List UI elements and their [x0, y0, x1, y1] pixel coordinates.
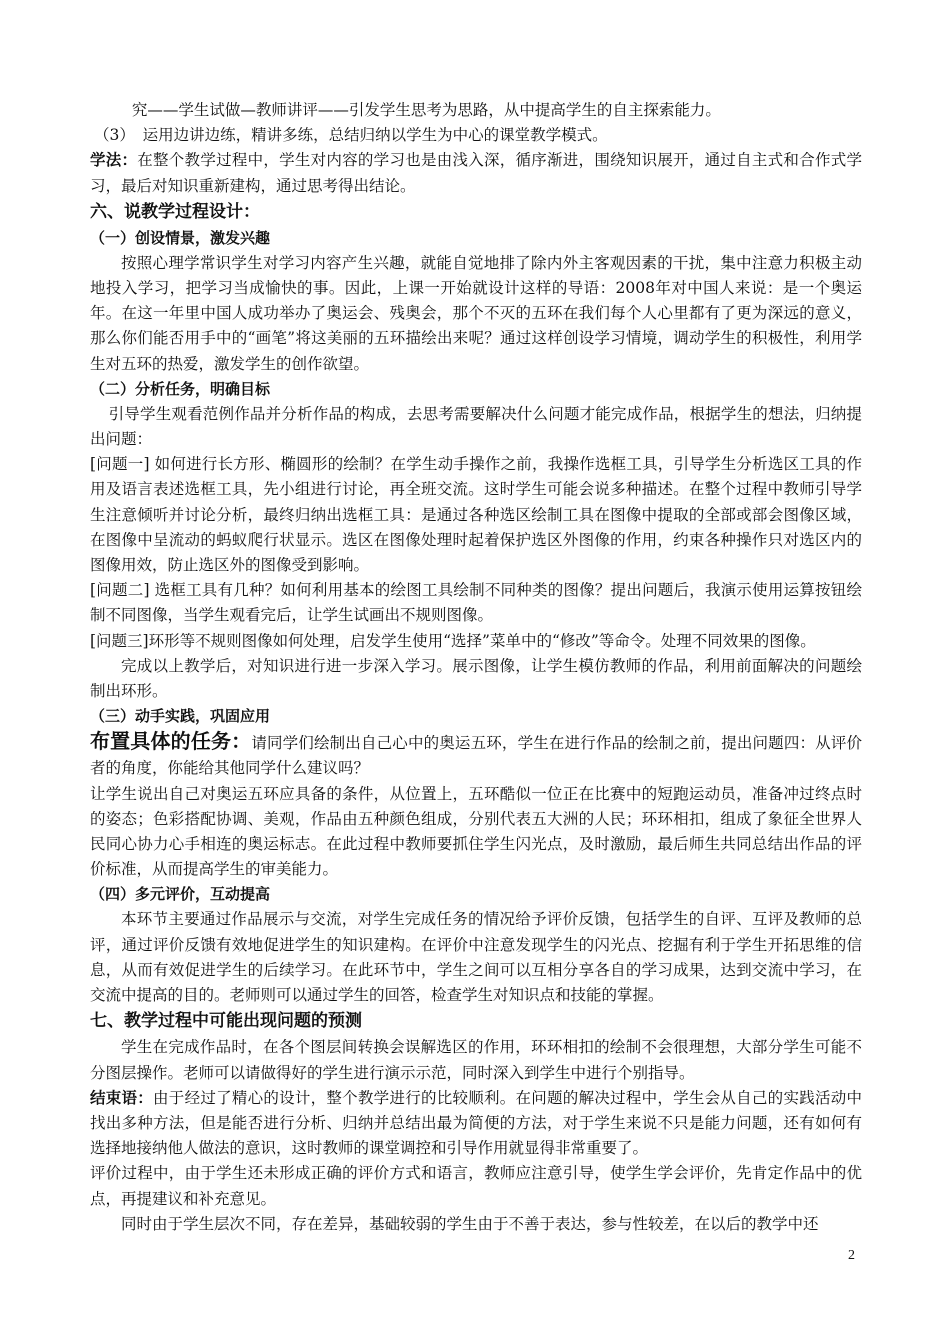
paragraph: 按照心理学常识学生对学习内容产生兴趣，就能自觉地排了除内外主客观因素的干扰，集中注意力积极主动地投入学习，把学习当成愉快的事。因此，上课一开始就设计这样的导语：2008年对中国人来说：是一个奥运年。在这一年里中国人成功举办了奥运会、残奥会，那个不灭的五环在我们每个人心里都有了更为深远的意义，那么你们能否用手中的“画笔”将这美丽的五环描绘出来呢？通过这样创设学习情境，调动学生的积极性，利用学生对五环的热爱，激发学生的创作欲望。	[90, 253, 862, 373]
paragraph: 学生在完成作品时，在各个图层间转换会误解选区的作用，环环相扣的绘制不会很理想，大部分学生可能不分图层操作。老师可以请做得好的学生进行演示示范，同时深入到学生中进行个别指导。	[90, 1038, 862, 1082]
paragraph-text: 请同学们绘制出自己心中的奥运五环，学生在进行作品的绘制之前，提出问题四：从评价者的角度，你能给其他同学什么建议吗？	[90, 734, 862, 778]
subsection-heading: （二）分析任务，明确目标	[90, 379, 271, 398]
paragraph: 让学生说出自己对奥运五环应具备的条件，从位置上，五环酷似一位正在比赛中的短跑运动员，准备冲过终点时的姿态；色彩搭配协调、美观，作品由五种颜色组成，分别代表五大洲的人民；环环相扣，组成了象征全世界人民同心协力心手相连的奥运标志。在此过程中教师要抓住学生闪光点，及时激励，最后师生共同总结出作品的评价标准，从而提高学生的审美能力。	[90, 784, 862, 879]
paragraph: [问题二] 选框工具有几种？如何利用基本的绘图工具绘制不同种类的图像？提出问题后，我演示使用运算按钮绘制不同图像，当学生观看完后，让学生试画出不规则图像。	[90, 581, 862, 625]
document-body	[90, 98, 862, 1237]
label-xuefa: 学法：	[90, 151, 138, 170]
label-task: 布置具体的任务：	[90, 729, 252, 754]
paragraph: 本环节主要通过作品展示与交流，对学生完成任务的情况给予评价反馈，包括学生的自评、互评及教师的总评，通过评价反馈有效地促进学生的知识建构。在评价中注意发现学生的闪光点、挖掘有利于学生开拓思维的信息，从而有效促进学生的后续学习。在此环节中，学生之间可以互相分享各自的学习成果，达到交流中学习，在交流中提高的目的。老师则可以通过学生的回答，检查学生对知识点和技能的掌握。	[90, 910, 862, 1005]
section-heading: 七、教学过程中可能出现问题的预测	[90, 1011, 362, 1032]
paragraph: 究——学生试做—教师讲评——引发学生思考为思路，从中提高学生的自主探索能力。	[131, 101, 721, 119]
paragraph: 同时由于学生层次不同，存在差异，基础较弱的学生由于不善于表达，参与性较差，在以后的教学中还	[121, 1214, 819, 1233]
paragraph: 完成以上教学后，对知识进行进一步深入学习。展示图像，让学生模仿教师的作品，利用前面解决的问题绘制出环形。	[90, 656, 862, 701]
paragraph-text: 在整个教学过程中，学生对内容的学习也是由浅入深，循序渐进，围绕知识展开，通过自主式和合作式学习，最后对知识重新建构，通过思考得出结论。	[90, 151, 862, 195]
subsection-heading: （一）创设情景，激发兴趣	[90, 228, 271, 247]
subsection-heading: （三）动手实践，巩固应用	[90, 707, 271, 726]
paragraph-text: 由于经过了精心的设计，整个教学进行的比较顺利。在问题的解决过程中，学生会从自己的实践活动中找出多种方法，但是能否进行分析、归纳并总结出最为简便的方法，对于学生来说不只是能力问题，还有如何有选择地接纳他人做法的意识，这时教师的课堂调控和引导作用就显得非常重要了。	[90, 1088, 862, 1158]
subsection-heading: （四）多元评价，互动提高	[90, 885, 271, 904]
paragraph: 评价过程中，由于学生还未形成正确的评价方式和语言，教师应注意引导，使学生学会评价，先肯定作品中的优点，再提建议和补充意见。	[90, 1164, 862, 1208]
paragraph	[90, 729, 862, 781]
paragraph	[90, 148, 862, 198]
paragraph: [问题三]环形等不规则图像如何处理，启发学生使用“选择”菜单中的“修改”等命令。处理不同效果的图像。	[90, 631, 816, 650]
paragraph	[90, 1086, 862, 1162]
page-number: 2	[848, 1248, 855, 1263]
paragraph: 引导学生观看范例作品并分析作品的构成，去思考需要解决什么问题才能完成作品，根据学生的想法，归纳提出问题：	[90, 404, 862, 449]
paragraph: [问题一] 如何进行长方形、椭圆形的绘制？在学生动手操作之前，我操作选框工具，引导学生分析选区工具的作用及语言表述选框工具，先小组进行讨论，再全班交流。这时学生可能会说多种描述。在整个过程中教师引导学生注意倾听并讨论分析，最终归纳出选框工具：是通过各种选区绘制工具在图像中提取的全部或部会图像区域，在图像中呈流动的蚂蚁爬行状显示。选区在图像处理时起着保护选区外图像的作用，约束各种操作只对选区内的图像用效，防止选区外的图像受到影响。	[90, 455, 862, 575]
paragraph: （3） 运用边讲边练，精讲多练，总结归纳以学生为中心的课堂教学模式。	[94, 126, 608, 145]
label-conclusion: 结束语：	[90, 1088, 154, 1107]
section-heading: 六、说教学过程设计：	[90, 201, 260, 222]
